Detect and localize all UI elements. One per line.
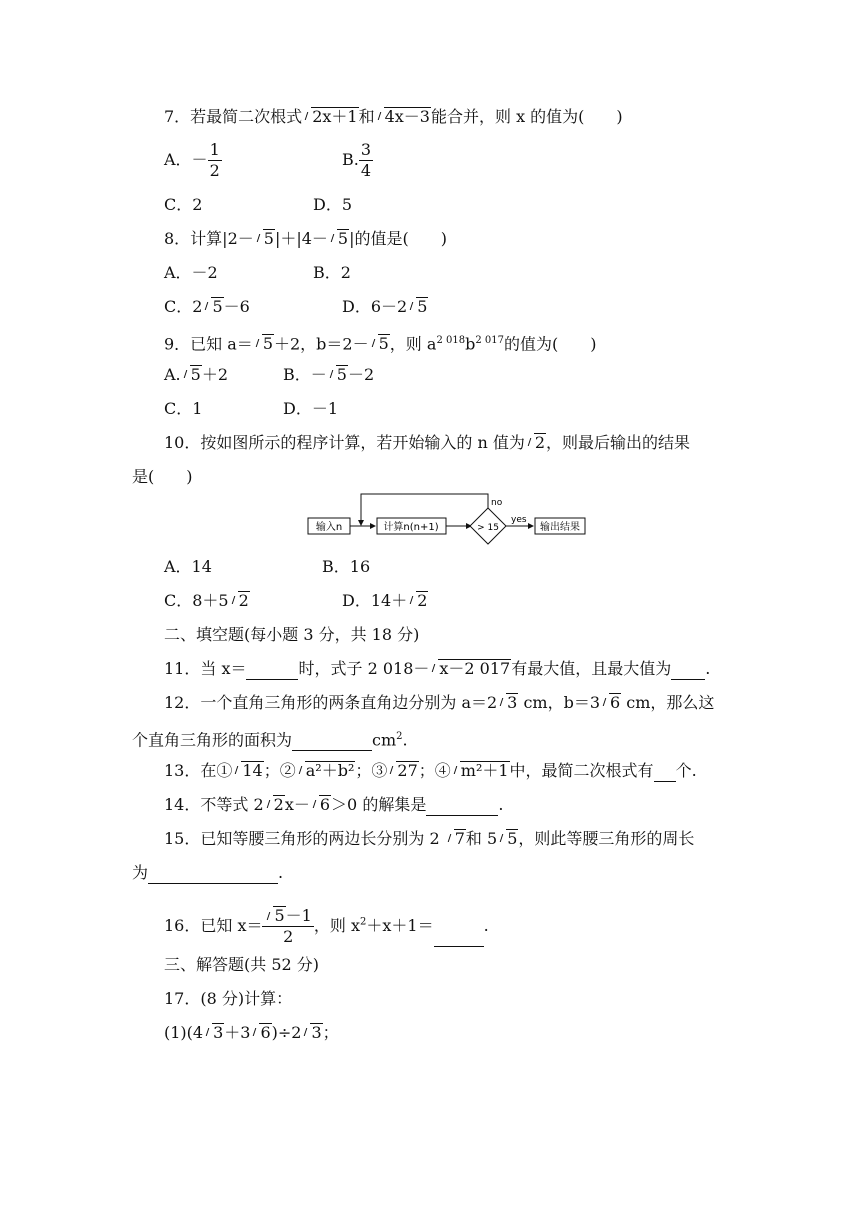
q15-text-c: ，则此等腰三角形的周长	[518, 829, 695, 848]
q9-option-b	[283, 364, 374, 386]
q9-option-c: C．1	[164, 399, 203, 418]
radicand: 2	[534, 433, 546, 452]
radical	[451, 760, 510, 782]
flow-arrowhead	[358, 520, 364, 526]
radical	[202, 296, 223, 318]
q16-text-d: .	[483, 916, 489, 935]
q15-text-e: .	[278, 863, 284, 882]
q10-text-a: 10．按如图所示的程序计算，若开始输入的 n 值为	[164, 433, 525, 452]
radicand: 3	[507, 693, 518, 712]
radicand: 7	[454, 829, 465, 848]
radicand: m²＋1	[460, 761, 509, 780]
radical	[327, 364, 348, 386]
radicand: 2	[238, 591, 249, 610]
q8-stem	[164, 228, 447, 250]
q9-text-b: ＋2，b＝2－	[274, 334, 369, 354]
q10-option-b: B．16	[322, 557, 371, 576]
q17-text-b: ＋3	[224, 1023, 251, 1042]
flow-input-label: 输入n	[315, 522, 343, 533]
flow-arrowhead	[528, 523, 534, 529]
q17-text-a: (1)(4	[164, 1023, 204, 1042]
radical	[264, 906, 285, 926]
section-heading-fill-in: 二、填空题(每小题 3 分，共 18 分)	[164, 625, 420, 644]
q9-option-a	[164, 364, 228, 386]
answer-blank	[426, 799, 498, 816]
radical	[407, 296, 428, 318]
q9-stem	[164, 330, 596, 355]
radicand: 2	[273, 795, 284, 814]
radicand: 4x－3	[384, 107, 430, 126]
radicand: 5	[337, 229, 349, 248]
radicand: 2x＋1	[312, 107, 358, 126]
answer-blank	[246, 663, 298, 680]
radicand: 6	[610, 693, 621, 712]
denominator: 4	[360, 161, 372, 180]
q14-text-a: 14．不等式 2	[164, 795, 264, 814]
radicand: 5	[417, 297, 428, 316]
radicand: 6	[319, 795, 331, 814]
q10-stem-cont: 是( )	[132, 467, 193, 486]
flow-decision-label: > 15	[477, 523, 499, 533]
flow-arrowhead	[370, 523, 376, 529]
q9-text-a: 9．已知 a＝	[164, 334, 253, 354]
q12-text-a: 12．一个直角三角形的两条直角边分别为 a＝2	[164, 693, 498, 712]
q13-text-e: 中，最简二次根式有	[509, 761, 654, 780]
q11-stem	[164, 658, 710, 680]
q12-text-c: cm，那么这	[621, 693, 715, 712]
q13-text-b: ；②	[263, 761, 296, 780]
q17-text-c: )÷2	[271, 1023, 302, 1042]
radicand: 3	[213, 1023, 224, 1042]
radical	[302, 106, 358, 128]
q16-text-c: ＋x＋1＝	[366, 916, 434, 935]
numerator-text: －1	[285, 906, 312, 925]
flow-output-label: 输出结果	[540, 522, 580, 533]
flow-loop-line	[361, 494, 488, 520]
q13-stem	[164, 760, 697, 782]
radicand: 3	[311, 1023, 322, 1042]
flow-calc-label: 计算n(n+1)	[383, 522, 439, 533]
q16-text-a: 16．已知 x＝	[164, 916, 263, 935]
radicand: 5	[336, 365, 347, 384]
q13-text-a: 13．在①	[164, 761, 233, 780]
option-label: A．－	[164, 150, 208, 169]
q9-option-d: D．－1	[283, 399, 339, 418]
exponent: 2 018	[436, 335, 466, 346]
option-text: C．8＋5	[164, 591, 229, 610]
radicand: x－2 017	[439, 659, 511, 678]
radical	[429, 658, 511, 680]
q12-text-e: cm	[372, 730, 397, 750]
q15-text-a: 15．已知等腰三角形的两边长分别为 2	[164, 829, 445, 848]
fraction	[208, 140, 222, 181]
radicand: 14	[242, 761, 263, 780]
option-text: C．2	[164, 297, 203, 316]
radicand: 2	[417, 591, 428, 610]
q16-stem	[164, 906, 489, 947]
option-text: B．－	[283, 365, 327, 384]
radical	[296, 760, 356, 782]
q16-text-b: ，则 x	[313, 916, 360, 935]
radical	[369, 333, 390, 355]
q11-text-b: 时，式子 2 018－	[298, 659, 430, 678]
q7-option-d: D．5	[313, 195, 353, 214]
radicand: 5	[378, 334, 389, 354]
exponent: 2	[359, 916, 367, 928]
radical	[387, 760, 418, 782]
radicand: 5	[262, 334, 273, 354]
q14-stem	[164, 794, 503, 816]
q13-text-f: 个.	[675, 761, 697, 780]
q13-text-d: ；④	[418, 761, 451, 780]
radical	[407, 590, 428, 612]
q15-text-b: 和 5	[465, 829, 498, 848]
answer-blank	[292, 734, 372, 751]
q8-text-c: |的值是( )	[349, 229, 447, 248]
radical	[445, 828, 466, 850]
q11-text-a: 11．当 x＝	[164, 659, 247, 678]
answer-blank	[671, 663, 705, 680]
q12-stem-cont	[132, 726, 408, 751]
section-heading-solutions: 三、解答题(共 52 分)	[164, 955, 320, 974]
denominator: 2	[283, 927, 294, 946]
option-text: ＋2	[201, 365, 229, 384]
q12-text-b: cm，b＝3	[518, 693, 601, 712]
q7-option-b	[342, 140, 373, 181]
q9-text-d: 的值为( )	[503, 334, 597, 354]
q7-text-and: 和	[358, 107, 375, 126]
q7-option-c: C．2	[164, 195, 203, 214]
exponent: 2 017	[475, 335, 504, 346]
q8-option-c	[164, 296, 250, 318]
radicand: 5	[507, 829, 518, 848]
radicand: 6	[260, 1023, 271, 1042]
option-label: B.	[342, 150, 359, 169]
exponent: 2	[396, 731, 403, 742]
radicand: 5	[212, 297, 223, 316]
q8-option-b: B．2	[313, 263, 351, 282]
denominator: 2	[209, 161, 220, 180]
radical	[497, 692, 518, 714]
q8-text-a: 8．计算|2－	[164, 229, 254, 248]
radical	[525, 432, 546, 454]
q17-stem: 17．(8 分)计算：	[164, 989, 293, 1008]
q8-text-b: |＋|4－	[274, 229, 328, 248]
q10-option-d	[342, 590, 428, 612]
radical	[229, 590, 250, 612]
q7-stem	[164, 106, 623, 128]
program-flowchart	[300, 492, 590, 548]
radical	[203, 1022, 224, 1044]
option-text: D．14＋	[342, 591, 408, 610]
q11-text-c: 有最大值，且最大值为	[511, 659, 672, 678]
radicand: a²＋b²	[305, 761, 355, 780]
flow-no-label: no	[491, 498, 503, 508]
q11-text-d: .	[705, 659, 711, 678]
q10-text-b: ，则最后输出的结果	[546, 433, 691, 452]
radical	[328, 228, 349, 250]
answer-blank	[148, 867, 278, 884]
radical	[250, 1022, 271, 1044]
flow-yes-label: yes	[511, 515, 527, 525]
q10-option-a: A．14	[164, 557, 212, 576]
numerator	[262, 906, 313, 927]
radicand: 27	[397, 761, 418, 780]
q13-text-c: ；③	[355, 761, 388, 780]
q14-text-b: x－	[284, 795, 310, 814]
q10-stem	[164, 432, 690, 454]
option-text: A.	[164, 365, 181, 384]
option-text: －2	[347, 365, 375, 384]
numerator: 3	[360, 140, 372, 159]
radical	[253, 333, 274, 355]
fraction	[359, 140, 373, 181]
q9-text-c: ，则 a	[389, 334, 437, 354]
q15-stem-cont	[132, 862, 283, 884]
radicand: 5	[190, 365, 201, 384]
answer-blank	[654, 765, 676, 782]
fraction	[262, 906, 313, 947]
q9-text-b-var: b	[465, 334, 476, 354]
q17-part1	[164, 1022, 339, 1044]
option-text: －6	[223, 297, 250, 316]
radicand: 5	[263, 229, 274, 248]
q7-option-a	[164, 140, 222, 181]
answer-blank	[434, 930, 484, 947]
q12-stem	[164, 692, 714, 714]
radical	[254, 228, 275, 250]
q17-text-d: ；	[322, 1023, 339, 1042]
q7-text-a: 7．若最简二次根式	[164, 107, 303, 126]
radical	[375, 106, 431, 128]
q12-text-f: .	[402, 730, 408, 750]
q15-stem	[164, 828, 694, 850]
radicand: 5	[274, 906, 285, 925]
numerator: 1	[209, 140, 220, 159]
option-text: D．6－2	[342, 297, 408, 316]
q7-text-b: 能合并，则 x 的值为( )	[430, 107, 623, 126]
q14-text-c: ＞0 的解集是	[331, 795, 427, 814]
q10-option-c	[164, 590, 250, 612]
q8-option-a: A．－2	[164, 263, 218, 282]
radical	[181, 364, 202, 386]
radical	[301, 1022, 322, 1044]
q12-text-d: 个直角三角形的面积为	[132, 730, 293, 750]
radical	[600, 692, 621, 714]
q15-text-d: 为	[132, 863, 149, 882]
radical	[264, 794, 285, 816]
radical	[497, 828, 518, 850]
radical	[310, 794, 331, 816]
radical	[232, 760, 263, 782]
q14-text-d: .	[498, 795, 504, 814]
q8-option-d	[342, 296, 428, 318]
